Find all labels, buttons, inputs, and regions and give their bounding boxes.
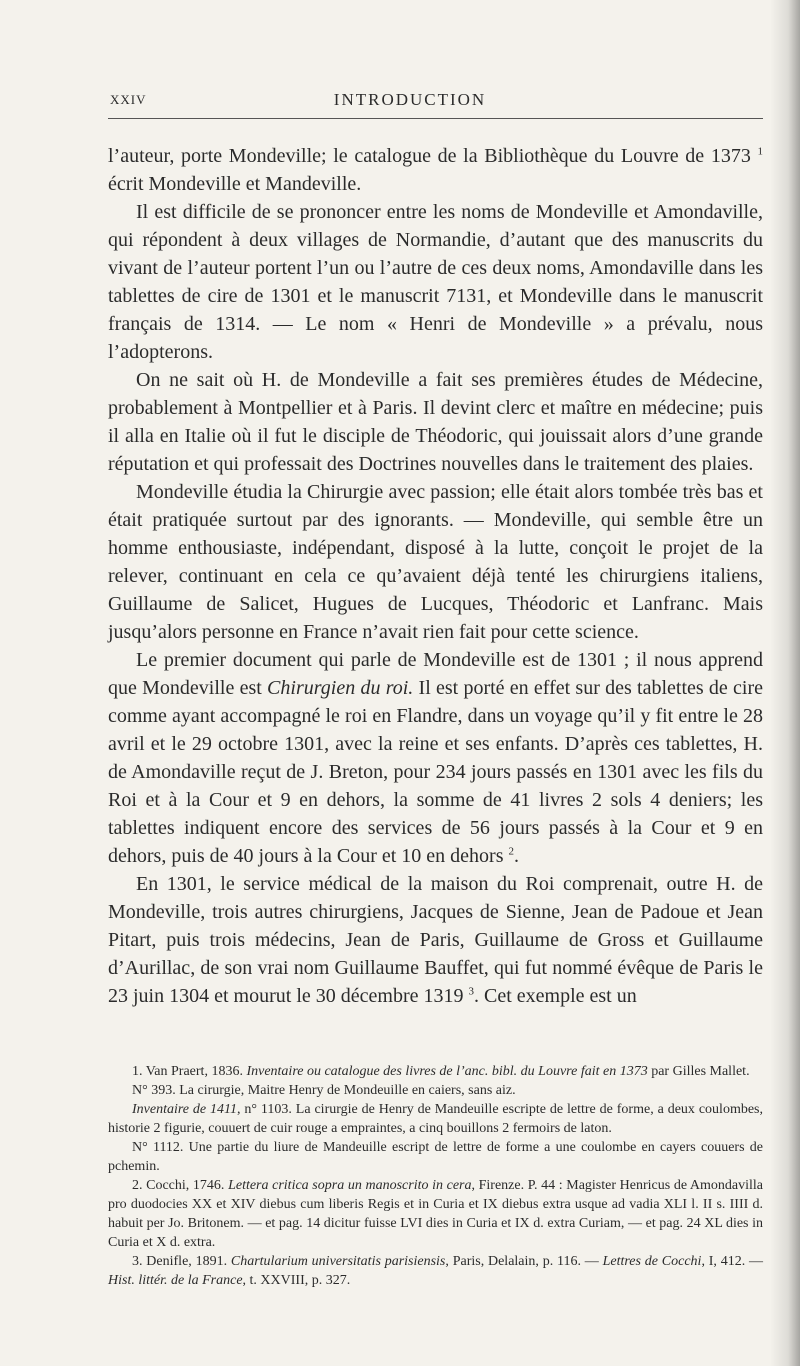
text-run: Hist. littér. de la France [108,1273,243,1288]
text-run: 2. Cocchi, 1746. [132,1178,229,1193]
header-rule [108,118,763,119]
footnote [108,1176,763,1252]
footnote-ref: 2 [508,845,514,858]
paragraph [108,142,763,198]
text-run: N° 1112. Une partie du liure de Mandeuille escript de lettre de forme a une coulombe en cayers couuers de pchemin. [108,1140,763,1174]
text-run: Mondeville étudia la Chirurgie avec passion; elle était alors tombée très bas et était pratiquée surtout par des ignorants. — Mondeville, qui semble être un homme enthousiaste, indépendant, disposé à la lutte, conçoit le projet de la relever, continuant en cela ce qu’avaient déjà tenté les chirurgiens italiens, Guillaume de Salicet, Hugues de Lucques, Théodoric et Lanfranc. Mais jusqu’alors personne en France n’avait rien fait pour cette science. [108,481,763,643]
text-run: Il est difficile de se prononcer entre les noms de Mondeville et Amondaville, qui répondent à deux villages de Normandie, d’autant que des manuscrits du vivant de l’auteur portent l’un ou l’autre de ces deux noms, Amondaville dans les tablettes de cire de 1301 et le manuscrit 7131, et Mondeville dans le manuscrit français de 1314. — Le nom « Henri de Mondeville » a prévalu, nous l’adopterons. [108,201,763,363]
footnote [108,1100,763,1138]
text-run: En 1301, le service médical de la maison du Roi comprenait, outre H. de Mondeville, trois autres chirurgiens, Jacques de Sienne, Jean de Padoue et Jean Pitart, puis trois médecins, Jean de Paris, Guillaume de Gross et Guillaume d’Aurillac, de son vrai nom Guillaume Bauffet, qui fut nommé évêque de Paris le 23 juin 1304 et mourut le 30 décembre 1319 [108,873,763,1007]
text-run: Chartularium universitatis parisiensis [230,1254,446,1269]
paragraph [108,870,763,1010]
text-run: On ne sait où H. de Mondeville a fait ses premières études de Médecine, probablement à Montpellier et à Paris. Il devint clerc et maître en médecine; puis il alla en Italie où il fut le disciple de Théodoric, qui jouissait alors d’une grande réputation et qui professait des Doctrines nouvelles dans le traitement des plaies. [108,369,763,475]
text-run: N° 393. La cirurgie, Maitre Henry de Mondeuille en caiers, sans aiz. [132,1083,516,1098]
text-run: Inventaire ou catalogue des livres de l’anc. bibl. du Louvre fait en 1373 [246,1064,648,1079]
text-run: Lettres de Cocchi [602,1254,702,1269]
footnotes [108,1062,763,1290]
text-run: Il est porté en effet sur des tablettes de cire comme ayant accompagné le roi en Flandre, dans un voyage qu’il y fit entre le 28 avril et le 29 octobre 1301, avec la reine et ses enfants. D’après ces tablettes, H. de Amondaville reçut de J. Breton, pour 234 jours passés en 1301 avec les fils du Roi et à la Cour et 9 en dehors, la somme de 41 livres 2 sols 4 deniers; les tablettes indiquent encore des services de 56 jours passés à la Cour et 9 en dehors, puis de 40 jours à la Cour et 10 en dehors [108,677,764,867]
text-run: . [513,845,519,867]
paragraph [108,198,763,366]
text-run: . Cet exemple est un [473,985,637,1007]
text-run: Lettera critica sopra un manoscrito in cera [228,1178,472,1193]
text-run: , Paris, Delalain, p. 116. — [445,1254,603,1269]
footnote [108,1138,763,1176]
text-run: , I, 412. — [701,1254,763,1269]
footnote [108,1081,763,1100]
paragraph [108,646,763,870]
text-run: , Firenze. P. 44 : Magister Henricus de Amondavilla pro duodocies XX et XIV diebus cum liberis Regis et in Curia et IX diebus extra usque ad vadia XLI l. II s. IIII d. habuit per Jo. Britonem. — et pag. 14 dicitur fuisse LVI dies in Curia et IX d. extra Curiam, — et pag. 24 XL dies in Curia et X d. extra. [108,1178,763,1250]
page-edge-shadow [770,0,800,1366]
main-text [108,142,763,1010]
text-run: écrit Mondeville et Mandeville. [108,173,362,195]
footnote [108,1062,763,1081]
running-title: INTRODUCTION [333,90,487,109]
text-run: l’auteur, porte Mondeville; le catalogue de la Bibliothèque du Louvre de 1373 [108,145,758,167]
paragraph [108,478,763,646]
page-number: XXIV [110,92,147,107]
footnote-ref: 3 [468,985,474,998]
text-run: , n° 1103. La cirurgie de Henry de Mandeuille escripte de lettre de forme, a deux coulombes, historie 2 figurie, couuert de cuir rouge a empraintes, a cinq bouillons 2 fermoirs de laton. [108,1102,763,1136]
text-run: 3. Deniflе, 1891. [132,1254,231,1269]
text-run: Inventaire de 1411 [132,1102,237,1117]
page-header [110,92,710,118]
text-run: 1. Van Praert, 1836. [132,1064,247,1079]
text-run: par Gilles Mallet. [647,1064,750,1079]
footnote-ref: 1 [757,145,763,158]
footnote [108,1252,763,1290]
paragraph [108,366,763,478]
text-run: Chirurgien du roi. [267,677,414,699]
text-run: Le premier document qui parle de Mondeville est de 1301 ; il nous apprend que Mondeville est [108,649,763,699]
text-run: , t. XXVIII, p. 327. [242,1273,351,1288]
